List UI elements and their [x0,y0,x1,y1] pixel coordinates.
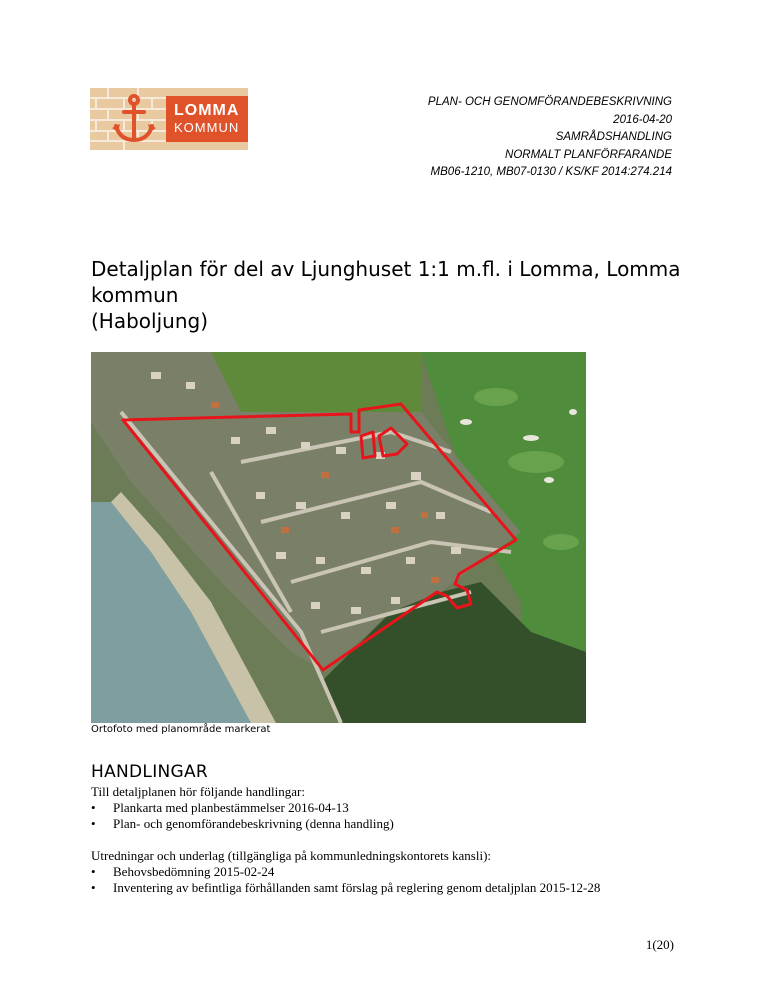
list-item: • Inventering av befintliga förhållanden samt förslag på reglering genom detaljplan 2015-12-28 [91,880,600,896]
header-doc-type: PLAN- OCH GENOMFÖRANDEBESKRIVNING [427,96,672,108]
header-reference: MB06-1210, MB07-0130 / KS/KF 2014:274.214 [430,166,672,178]
list-item: • Behovsbedömning 2015-02-24 [91,864,600,880]
underlag-intro: Utredningar och underlag (tillgängliga på kommunledningskontorets kansli): [91,848,492,863]
list-item: • Plankarta med planbestämmelser 2016-04-13 [91,800,394,816]
list-item: • Plan- och genomförandebeskrivning (denna handling) [91,816,394,832]
municipality-logo [90,88,248,150]
header-status: SAMRÅDSHANDLING [555,131,672,143]
handlingar-intro: Till detaljplanen hör följande handlingar: [91,784,305,799]
document-title [91,256,691,334]
handlingar-list [91,800,394,832]
section-heading-handlingar: HANDLINGAR [91,762,209,782]
page-number: 1(20) [645,937,674,952]
orthophoto-image [91,352,586,723]
header-procedure: NORMALT PLANFÖRFARANDE [505,148,672,161]
title-line: kommun [91,283,179,307]
map-caption: Ortofoto med planområde markerat [91,724,271,735]
document-header [428,94,672,182]
header-date: 2016-04-20 [613,113,672,126]
logo-text-lomma: LOMMA [174,102,240,119]
title-line: Detaljplan för del av Ljunghuset 1:1 m.fl. i Lomma, Lomma [91,257,681,281]
title-line: (Haboljung) [91,309,208,333]
logo-text-kommun: KOMMUN [174,120,240,135]
anchor-icon [112,94,156,146]
underlag-list [91,864,600,896]
orthophoto-map [91,352,586,723]
